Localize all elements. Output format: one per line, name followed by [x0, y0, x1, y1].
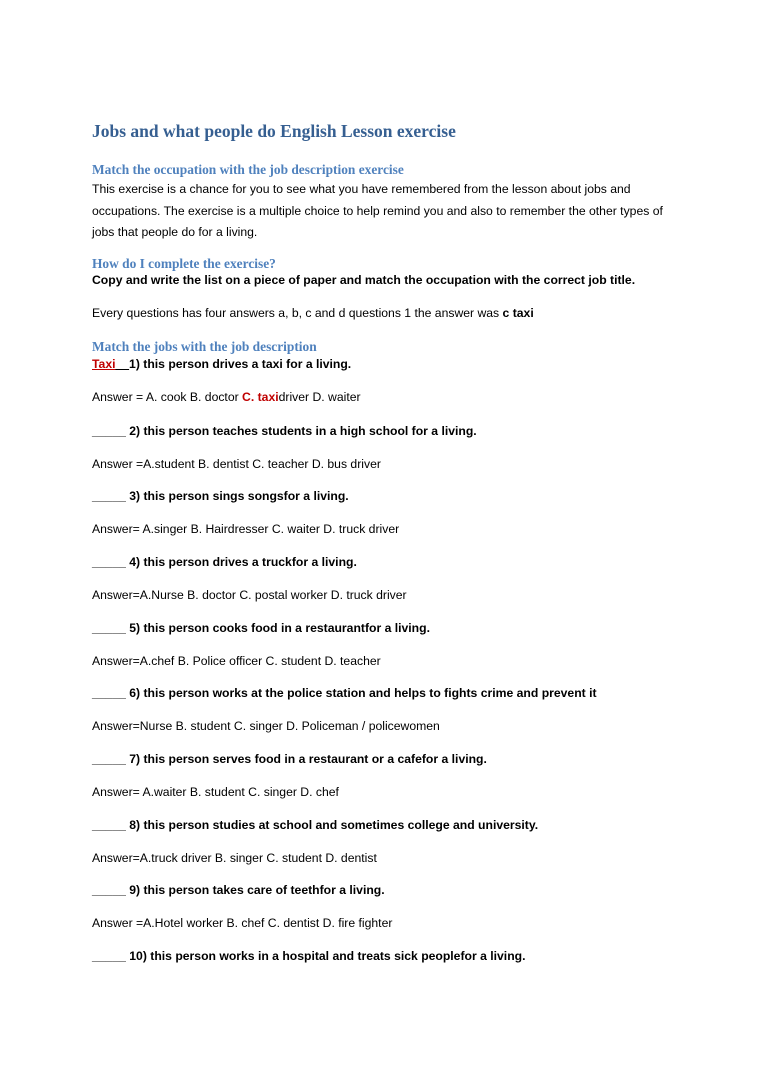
- question-7-text: 7) this person serves food in a restaurant or a cafefor a living.: [125, 752, 487, 766]
- question-9: [92, 883, 385, 897]
- question-8-blank: _____: [92, 818, 126, 832]
- answer-note: [92, 306, 534, 320]
- instruction-text: Copy and write the list on a piece of paper and match the occupation with the correct job title.: [92, 273, 636, 287]
- question-1-answer-prefix: Answer = A. cook B. doctor: [92, 390, 243, 404]
- question-7-blank: _____: [92, 752, 126, 766]
- question-1-answer-highlight: C. taxi: [242, 390, 279, 404]
- question-4-text: 4) this person drives a truckfor a living.: [125, 555, 357, 569]
- question-10: [92, 949, 525, 963]
- question-6-text: 6) this person works at the police station and helps to fights crime and prevent it: [125, 686, 597, 700]
- question-1-filled-answer: Taxi: [92, 357, 116, 371]
- question-8: [92, 818, 538, 832]
- question-2-text: 2) this person teaches students in a high school for a living.: [125, 424, 477, 438]
- answer-note-text: Every questions has four answers a, b, c and d questions 1 the answer was: [92, 306, 503, 320]
- section-heading-how-to-complete: How do I complete the exercise?: [92, 256, 276, 271]
- question-4-answer: Answer=A.Nurse B. doctor C. postal worker D. truck driver: [92, 588, 407, 602]
- question-6-blank: _____: [92, 686, 126, 700]
- question-7-answer: Answer= A.waiter B. student C. singer D. chef: [92, 785, 339, 799]
- section-heading-match-jobs: Match the jobs with the job description: [92, 339, 317, 354]
- question-4-blank: _____: [92, 555, 126, 569]
- question-2-answer: Answer =A.student B. dentist C. teacher D. bus driver: [92, 457, 381, 471]
- question-9-blank: _____: [92, 883, 126, 897]
- question-5-text: 5) this person cooks food in a restaurantfor a living.: [125, 621, 430, 635]
- question-1-answer: [92, 390, 361, 404]
- question-9-text: 9) this person takes care of teethfor a living.: [125, 883, 385, 897]
- answer-note-example: c taxi: [502, 306, 534, 320]
- question-5-answer: Answer=A.chef B. Police officer C. student D. teacher: [92, 654, 381, 668]
- question-1-text: 1) this person drives a taxi for a living.: [129, 357, 352, 371]
- question-5-blank: _____: [92, 621, 126, 635]
- question-6: [92, 686, 597, 700]
- question-6-answer: Answer=Nurse B. student C. singer D. Policeman / policewomen: [92, 719, 440, 733]
- question-2-blank: _____: [92, 424, 126, 438]
- question-4: [92, 555, 357, 569]
- question-3-blank: _____: [92, 489, 126, 503]
- question-3-answer: Answer= A.singer B. Hairdresser C. waiter D. truck driver: [92, 522, 400, 536]
- question-3-text: 3) this person sings songsfor a living.: [125, 489, 349, 503]
- question-1: [92, 357, 351, 371]
- question-8-text: 8) this person studies at school and sometimes college and university.: [125, 818, 539, 832]
- question-9-answer: Answer =A.Hotel worker B. chef C. dentist D. fire fighter: [92, 916, 393, 930]
- question-1-blank-trail: __: [115, 357, 130, 371]
- page-title: Jobs and what people do English Lesson exercise: [92, 121, 456, 141]
- intro-paragraph: This exercise is a chance for you to see what you have remembered from the lesson about jobs and occupations. The exercise is a multiple choice to help remind you and also to remember the other types of jobs that people do for a living.: [92, 182, 663, 239]
- question-2: [92, 424, 477, 438]
- section-heading-match-occupation: Match the occupation with the job description exercise: [92, 162, 404, 177]
- question-1-answer-suffix: driver D. waiter: [278, 390, 361, 404]
- question-10-text: 10) this person works in a hospital and treats sick peoplefor a living.: [125, 949, 526, 963]
- question-3: [92, 489, 349, 503]
- question-7: [92, 752, 487, 766]
- question-10-blank: _____: [92, 949, 126, 963]
- question-5: [92, 621, 430, 635]
- question-8-answer: Answer=A.truck driver B. singer C. student D. dentist: [92, 851, 377, 865]
